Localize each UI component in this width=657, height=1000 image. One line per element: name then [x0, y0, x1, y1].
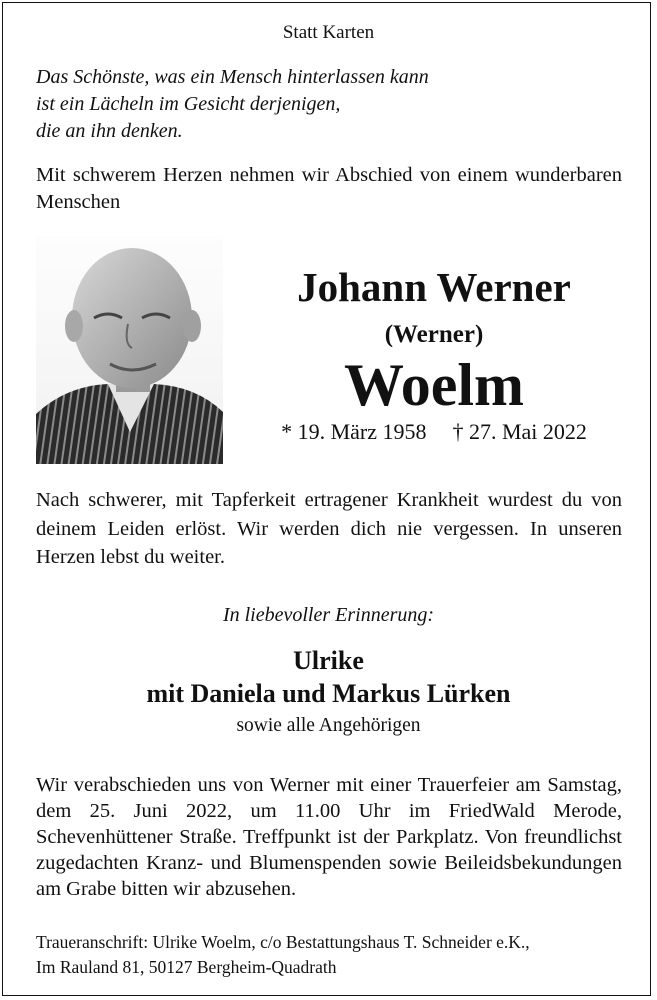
service-details: Wir verabschieden uns von Werner mit einer Trauerfeier am Samstag, dem 25. Juni 2022, um 11.00 Uhr im FriedWald Merode, Schevenhüttener Straße. Treffpunkt ist der Parkplatz. Von freundlichst zugedachten Kranz- und Blumenspenden sowie Beileidsbekundungen am Grabe bitten wir abzusehen.: [36, 774, 622, 900]
death-date: † 27. Mai 2022: [452, 419, 587, 444]
deceased-nickname: (Werner): [384, 321, 484, 348]
mourning-address: [36, 930, 636, 980]
poem: [36, 64, 636, 145]
address-line: Traueranschrift: Ulrike Woelm, c/o Bestattungshaus T. Schneider e.K.,: [36, 932, 530, 952]
in-memory-label: In liebevoller Erinnerung:: [222, 604, 435, 626]
birth-date: * 19. März 1958: [281, 419, 427, 444]
poem-line: die an ihn denken.: [36, 120, 183, 142]
farewell-message: Nach schwerer, mit Tapferkeit ertragener Krankheit wurdest du von deinem Leiden erlöst. Wir werden dich nie vergessen. In unseren Herzen lebst du weiter.: [36, 489, 622, 568]
life-dates: [240, 417, 628, 447]
poem-line: Das Schönste, was ein Mensch hinterlassen kann: [36, 66, 429, 88]
family-relatives: sowie alle Angehörigen: [236, 715, 421, 736]
deceased-surname: Woelm: [344, 352, 524, 418]
deceased-first-names: Johann Werner: [297, 264, 571, 310]
portrait-photo: [36, 236, 223, 464]
intro-text: Mit schwerem Herzen nehmen wir Abschied von einem wunderbaren Menschen: [36, 164, 622, 213]
address-line: Im Rauland 81, 50127 Bergheim-Quadrath: [36, 957, 337, 977]
notice-header: Statt Karten: [282, 22, 375, 43]
family-name-primary: Ulrike: [293, 646, 364, 675]
family-name-secondary: mit Daniela und Markus Lürken: [146, 679, 511, 708]
poem-line: ist ein Lächeln im Gesicht derjenigen,: [36, 93, 341, 115]
